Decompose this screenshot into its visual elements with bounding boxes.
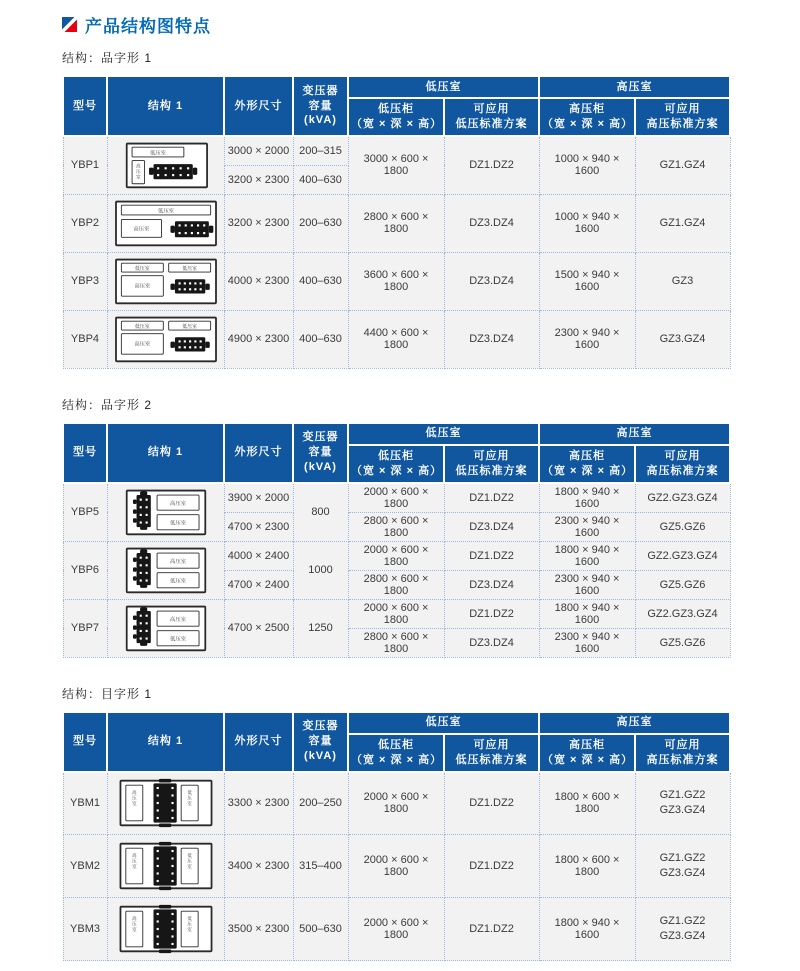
structure-diagram-mu xyxy=(112,841,220,891)
structure-diagram-pin-b xyxy=(112,198,220,248)
cell-hv-cabinet: 1000 × 940 × 1600 xyxy=(539,194,635,252)
cell-model: YBM2 xyxy=(63,835,107,898)
cell-lv-cabinet: 2800 × 600 × 1800 xyxy=(348,628,444,657)
col-header-dimensions: 外形尺寸 xyxy=(224,423,293,483)
structure-diagram-mu xyxy=(112,778,220,828)
col-header-lv-cabinet: 低压柜 （宽 × 深 × 高） xyxy=(348,734,444,772)
cell-model: YBM3 xyxy=(63,898,107,961)
cell-lv-cabinet: 2800 × 600 × 1800 xyxy=(348,512,444,541)
cell-lv-cabinet: 2800 × 600 × 1800 xyxy=(348,570,444,599)
cell-lv-cabinet: 2000 × 600 × 1800 xyxy=(348,541,444,570)
table-row xyxy=(63,772,730,835)
cell-capacity: 800 xyxy=(293,483,348,542)
svg-text:高压室: 高压室 xyxy=(135,163,141,180)
cell-lv-scheme: DZ3.DZ4 xyxy=(444,310,539,368)
cell-hv-scheme: GZ1.GZ2 GZ3.GZ4 xyxy=(635,835,730,898)
cell-capacity: 200–630 xyxy=(293,194,348,252)
section-label: 结构：品字形 1 xyxy=(62,51,153,65)
cell-lv-cabinet: 3600 × 600 × 1800 xyxy=(348,252,444,310)
cell-dimensions: 4900 × 2300 xyxy=(224,310,293,368)
cell-hv-cabinet: 1800 × 600 × 1800 xyxy=(539,835,635,898)
col-header-lv-room: 低压室 xyxy=(348,423,539,445)
svg-text:低压室: 低压室 xyxy=(186,853,192,870)
svg-text:低压室: 低压室 xyxy=(181,325,197,331)
cell-capacity: 1000 xyxy=(293,541,348,599)
col-header-dimensions: 外形尺寸 xyxy=(224,76,293,136)
cell-lv-scheme: DZ1.DZ2 xyxy=(444,599,539,628)
col-header-model: 型号 xyxy=(63,712,107,772)
table-row xyxy=(63,541,730,570)
page-title-row xyxy=(62,12,729,37)
cell-structure xyxy=(107,835,224,898)
spec-table-1 xyxy=(62,75,731,369)
section-label: 结构：品字形 2 xyxy=(62,397,153,412)
cell-structure xyxy=(107,599,224,657)
cell-dimensions: 3400 × 2300 xyxy=(224,835,293,898)
cell-dimensions: 3200 × 2300 xyxy=(224,194,293,252)
cell-structure xyxy=(107,772,224,835)
svg-text:低压室: 低压室 xyxy=(181,267,197,273)
cell-lv-scheme: DZ1.DZ2 xyxy=(444,136,539,194)
svg-text:高压室: 高压室 xyxy=(169,500,186,507)
cell-capacity: 400–630 xyxy=(293,310,348,368)
table-row xyxy=(63,310,730,368)
cell-lv-scheme: DZ3.DZ4 xyxy=(444,194,539,252)
cell-hv-scheme: GZ5.GZ6 xyxy=(635,512,730,541)
cell-model: YBP3 xyxy=(63,252,107,310)
col-header-hv-cabinet: 高压柜 （宽 × 深 × 高） xyxy=(539,734,635,772)
cell-capacity: 1250 xyxy=(293,599,348,657)
svg-text:低压室: 低压室 xyxy=(169,578,186,585)
cell-lv-cabinet: 2000 × 600 × 1800 xyxy=(348,599,444,628)
col-header-capacity: 变压器 容量 (kVA) xyxy=(293,423,348,483)
cell-capacity: 315–400 xyxy=(293,835,348,898)
cell-model: YBP7 xyxy=(63,599,107,657)
cell-hv-scheme: GZ2.GZ3.GZ4 xyxy=(635,541,730,570)
structure-diagram-mu xyxy=(112,904,220,954)
cell-dimensions: 4700 × 2300 xyxy=(224,512,293,541)
spec-table-3 xyxy=(62,711,731,962)
table-row xyxy=(63,194,730,252)
section-label: 结构：目字形 1 xyxy=(62,686,153,701)
cell-hv-scheme: GZ1.GZ2 GZ3.GZ4 xyxy=(635,772,730,835)
svg-text:低压室: 低压室 xyxy=(186,790,192,807)
cell-dimensions: 4700 × 2400 xyxy=(224,570,293,599)
col-header-hv-room: 高压室 xyxy=(539,712,730,734)
col-header-lv-cabinet: 低压柜 （宽 × 深 × 高） xyxy=(348,98,444,136)
table-row xyxy=(63,136,730,165)
cell-capacity: 400–630 xyxy=(293,165,348,194)
cell-hv-scheme: GZ1.GZ4 xyxy=(635,194,730,252)
cell-hv-scheme: GZ2.GZ3.GZ4 xyxy=(635,483,730,513)
svg-text:高压室: 高压室 xyxy=(169,616,186,623)
cell-hv-scheme: GZ1.GZ4 xyxy=(635,136,730,194)
cell-hv-scheme: GZ3.GZ4 xyxy=(635,310,730,368)
svg-text:低压室: 低压室 xyxy=(186,916,192,933)
col-header-hv-scheme: 可应用 高压标准方案 xyxy=(635,445,730,483)
cell-capacity: 200–315 xyxy=(293,136,348,165)
cell-dimensions: 4700 × 2500 xyxy=(224,599,293,657)
cell-lv-scheme: DZ3.DZ4 xyxy=(444,570,539,599)
col-header-capacity: 变压器 容量 (kVA) xyxy=(293,712,348,772)
cell-lv-cabinet: 2000 × 600 × 1800 xyxy=(348,835,444,898)
svg-text:高压室: 高压室 xyxy=(132,226,149,233)
col-header-lv-room: 低压室 xyxy=(348,76,539,98)
col-header-lv-scheme: 可应用 低压标准方案 xyxy=(444,734,539,772)
title-flag-icon xyxy=(62,17,77,32)
col-header-hv-room: 高压室 xyxy=(539,76,730,98)
col-header-hv-scheme: 可应用 高压标准方案 xyxy=(635,734,730,772)
svg-text:低压室: 低压室 xyxy=(134,267,150,273)
svg-text:高压室: 高压室 xyxy=(131,916,137,933)
cell-hv-cabinet: 1000 × 940 × 1600 xyxy=(539,136,635,194)
svg-text:低压室: 低压室 xyxy=(149,150,166,157)
structure-diagram-pin-c xyxy=(112,314,220,364)
col-header-model: 型号 xyxy=(63,423,107,483)
cell-model: YBP1 xyxy=(63,136,107,194)
table-row xyxy=(63,252,730,310)
cell-lv-scheme: DZ3.DZ4 xyxy=(444,628,539,657)
cell-structure xyxy=(107,194,224,252)
table-row xyxy=(63,483,730,513)
col-header-hv-cabinet: 高压柜 （宽 × 深 × 高） xyxy=(539,98,635,136)
cell-model: YBM1 xyxy=(63,772,107,835)
cell-model: YBP4 xyxy=(63,310,107,368)
cell-hv-cabinet: 1500 × 940 × 1600 xyxy=(539,252,635,310)
svg-text:高压室: 高压室 xyxy=(131,853,137,870)
col-header-capacity: 变压器 容量 (kVA) xyxy=(293,76,348,136)
cell-hv-cabinet: 2300 × 940 × 1600 xyxy=(539,512,635,541)
cell-hv-scheme: GZ5.GZ6 xyxy=(635,570,730,599)
cell-lv-scheme: DZ1.DZ2 xyxy=(444,898,539,961)
table-row xyxy=(63,835,730,898)
svg-text:低压室: 低压室 xyxy=(157,208,174,215)
cell-dimensions: 3300 × 2300 xyxy=(224,772,293,835)
cell-structure xyxy=(107,541,224,599)
spec-tables xyxy=(62,49,729,961)
cell-lv-cabinet: 2000 × 600 × 1800 xyxy=(348,898,444,961)
col-header-structure: 结构 1 xyxy=(107,423,224,483)
cell-model: YBP6 xyxy=(63,541,107,599)
col-header-lv-scheme: 可应用 低压标准方案 xyxy=(444,445,539,483)
cell-lv-scheme: DZ3.DZ4 xyxy=(444,512,539,541)
svg-text:高压室: 高压室 xyxy=(131,790,137,807)
cell-hv-cabinet: 1800 × 600 × 1800 xyxy=(539,772,635,835)
col-header-hv-room: 高压室 xyxy=(539,423,730,445)
cell-structure xyxy=(107,898,224,961)
cell-lv-cabinet: 2000 × 600 × 1800 xyxy=(348,772,444,835)
svg-text:低压室: 低压室 xyxy=(169,520,186,527)
cell-structure xyxy=(107,483,224,542)
cell-hv-cabinet: 1800 × 940 × 1600 xyxy=(539,898,635,961)
cell-lv-cabinet: 2800 × 600 × 1800 xyxy=(348,194,444,252)
cell-lv-cabinet: 2000 × 600 × 1800 xyxy=(348,483,444,513)
cell-lv-scheme: DZ1.DZ2 xyxy=(444,772,539,835)
col-header-structure: 结构 1 xyxy=(107,712,224,772)
cell-hv-cabinet: 1800 × 940 × 1600 xyxy=(539,599,635,628)
cell-dimensions: 3900 × 2000 xyxy=(224,483,293,513)
cell-hv-scheme: GZ5.GZ6 xyxy=(635,628,730,657)
cell-hv-cabinet: 1800 × 940 × 1600 xyxy=(539,483,635,513)
col-header-dimensions: 外形尺寸 xyxy=(224,712,293,772)
cell-dimensions: 3200 × 2300 xyxy=(224,165,293,194)
structure-diagram-pin-e xyxy=(112,545,220,595)
cell-structure xyxy=(107,310,224,368)
col-header-lv-scheme: 可应用 低压标准方案 xyxy=(444,98,539,136)
col-header-lv-cabinet: 低压柜 （宽 × 深 × 高） xyxy=(348,445,444,483)
cell-structure xyxy=(107,136,224,194)
cell-dimensions: 3000 × 2000 xyxy=(224,136,293,165)
cell-hv-scheme: GZ3 xyxy=(635,252,730,310)
cell-hv-scheme: GZ2.GZ3.GZ4 xyxy=(635,599,730,628)
structure-diagram-pin-c xyxy=(112,256,220,306)
col-header-structure: 结构 1 xyxy=(107,76,224,136)
cell-hv-scheme: GZ1.GZ2 GZ3.GZ4 xyxy=(635,898,730,961)
cell-dimensions: 4000 × 2300 xyxy=(224,252,293,310)
cell-capacity: 400–630 xyxy=(293,252,348,310)
col-header-hv-scheme: 可应用 高压标准方案 xyxy=(635,98,730,136)
col-header-model: 型号 xyxy=(63,76,107,136)
spec-table-2 xyxy=(62,422,731,658)
cell-lv-scheme: DZ1.DZ2 xyxy=(444,483,539,513)
svg-text:低压室: 低压室 xyxy=(134,325,150,331)
col-header-lv-room: 低压室 xyxy=(348,712,539,734)
cell-hv-cabinet: 2300 × 940 × 1600 xyxy=(539,310,635,368)
cell-hv-cabinet: 1800 × 940 × 1600 xyxy=(539,541,635,570)
cell-lv-scheme: DZ1.DZ2 xyxy=(444,541,539,570)
cell-hv-cabinet: 2300 × 940 × 1600 xyxy=(539,628,635,657)
table-row xyxy=(63,599,730,628)
svg-text:低压室: 低压室 xyxy=(169,636,186,643)
svg-text:高压室: 高压室 xyxy=(169,558,186,565)
cell-lv-cabinet: 4400 × 600 × 1800 xyxy=(348,310,444,368)
cell-dimensions: 3500 × 2300 xyxy=(224,898,293,961)
cell-structure xyxy=(107,252,224,310)
cell-capacity: 500–630 xyxy=(293,898,348,961)
col-header-hv-cabinet: 高压柜 （宽 × 深 × 高） xyxy=(539,445,635,483)
structure-diagram-pin-a xyxy=(112,140,220,190)
structure-diagram-pin-e xyxy=(112,603,220,653)
cell-hv-cabinet: 2300 × 940 × 1600 xyxy=(539,570,635,599)
svg-text:高压室: 高压室 xyxy=(133,341,150,348)
cell-lv-scheme: DZ1.DZ2 xyxy=(444,835,539,898)
cell-capacity: 200–250 xyxy=(293,772,348,835)
table-row xyxy=(63,898,730,961)
cell-dimensions: 4000 × 2400 xyxy=(224,541,293,570)
cell-model: YBP5 xyxy=(63,483,107,542)
structure-diagram-pin-e xyxy=(112,487,220,537)
cell-model: YBP2 xyxy=(63,194,107,252)
cell-lv-scheme: DZ3.DZ4 xyxy=(444,252,539,310)
svg-text:高压室: 高压室 xyxy=(133,283,150,290)
page-title: 产品结构图特点 xyxy=(85,17,211,36)
cell-lv-cabinet: 3000 × 600 × 1800 xyxy=(348,136,444,194)
